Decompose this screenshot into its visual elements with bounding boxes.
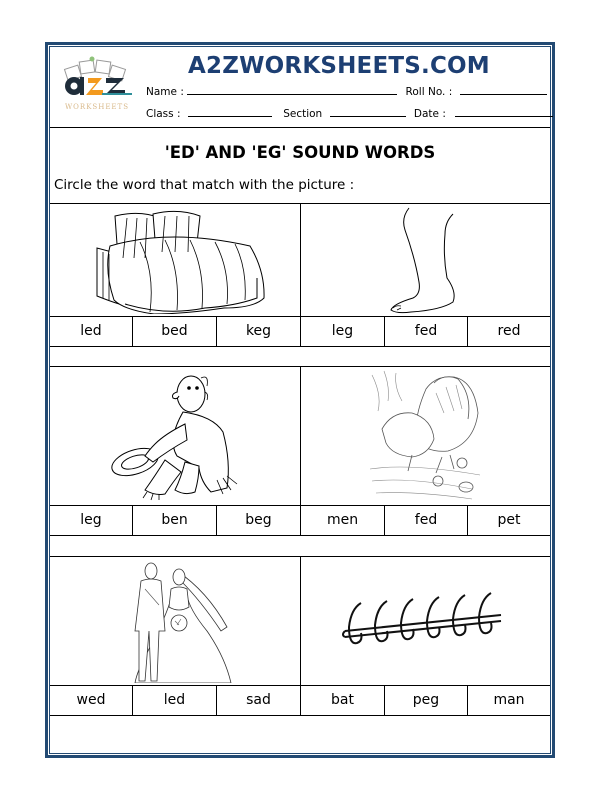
name-field[interactable] — [187, 85, 397, 95]
spacer-row — [50, 536, 550, 557]
word-option[interactable]: ben — [132, 505, 216, 535]
picture-cell-leg — [300, 203, 550, 316]
picture-cell-bed — [50, 203, 300, 316]
word-option[interactable]: bed — [132, 316, 216, 346]
picture-cell-wedding — [50, 556, 300, 685]
section-label: Section — [283, 108, 323, 120]
word-option[interactable]: led — [132, 685, 216, 715]
word-option[interactable]: leg — [300, 316, 384, 346]
picture-row — [50, 366, 550, 506]
wedding-couple-icon — [115, 559, 235, 683]
word-option[interactable]: fed — [384, 316, 467, 346]
word-options-row — [50, 685, 550, 716]
worksheet — [50, 47, 550, 753]
word-option[interactable]: beg — [216, 505, 300, 535]
word-option[interactable]: sad — [216, 685, 300, 715]
date-label: Date : — [413, 108, 446, 120]
bed-icon — [85, 206, 265, 314]
picture-cell-peg-rack — [300, 556, 550, 685]
word-option[interactable]: red — [467, 316, 550, 346]
word-option[interactable]: men — [300, 505, 384, 535]
word-option[interactable]: man — [467, 685, 550, 715]
question-block-2 — [50, 366, 550, 556]
word-option[interactable]: pet — [467, 505, 550, 535]
name-roll-row — [146, 85, 547, 98]
word-option[interactable]: wed — [76, 692, 106, 708]
hens-feeding-icon — [366, 369, 486, 503]
worksheet-title: 'ED' AND 'EG' SOUND WORDS — [164, 143, 436, 162]
coat-peg-rack-icon — [341, 591, 511, 651]
picture-cell-hens — [300, 366, 550, 505]
logo-icon — [56, 53, 138, 121]
picture-cell-beggar — [50, 366, 300, 505]
name-label: Name : — [146, 86, 184, 98]
worksheet-header — [50, 47, 550, 128]
spacer-row — [50, 347, 550, 367]
date-field[interactable] — [455, 107, 553, 117]
word-option[interactable]: bat — [300, 685, 384, 715]
word-option[interactable]: fed — [384, 505, 467, 535]
section-field[interactable] — [330, 107, 406, 117]
word-options-row — [50, 316, 550, 347]
leg-icon — [381, 206, 471, 314]
word-option[interactable]: led — [80, 323, 102, 339]
site-title: A2ZWORKSHEETS.COM — [188, 53, 490, 79]
picture-row — [50, 203, 550, 317]
roll-no-label: Roll No. : — [405, 86, 453, 98]
question-block-3 — [50, 556, 550, 753]
class-label: Class : — [146, 108, 181, 120]
picture-row — [50, 556, 550, 686]
class-field[interactable] — [188, 107, 272, 117]
instruction-text: Circle the word that match with the picture : — [54, 177, 355, 193]
word-option[interactable]: leg — [80, 512, 102, 528]
title-section — [50, 127, 550, 204]
question-block-1 — [50, 203, 550, 366]
roll-no-field[interactable] — [460, 85, 547, 95]
word-options-row — [50, 505, 550, 536]
svg-text:WORKSHEETS: WORKSHEETS — [64, 103, 130, 111]
word-option[interactable]: keg — [216, 316, 300, 346]
a2z-logo — [56, 53, 138, 121]
word-option[interactable]: peg — [384, 685, 467, 715]
class-section-date-row — [146, 107, 553, 120]
beggar-icon — [105, 370, 245, 502]
